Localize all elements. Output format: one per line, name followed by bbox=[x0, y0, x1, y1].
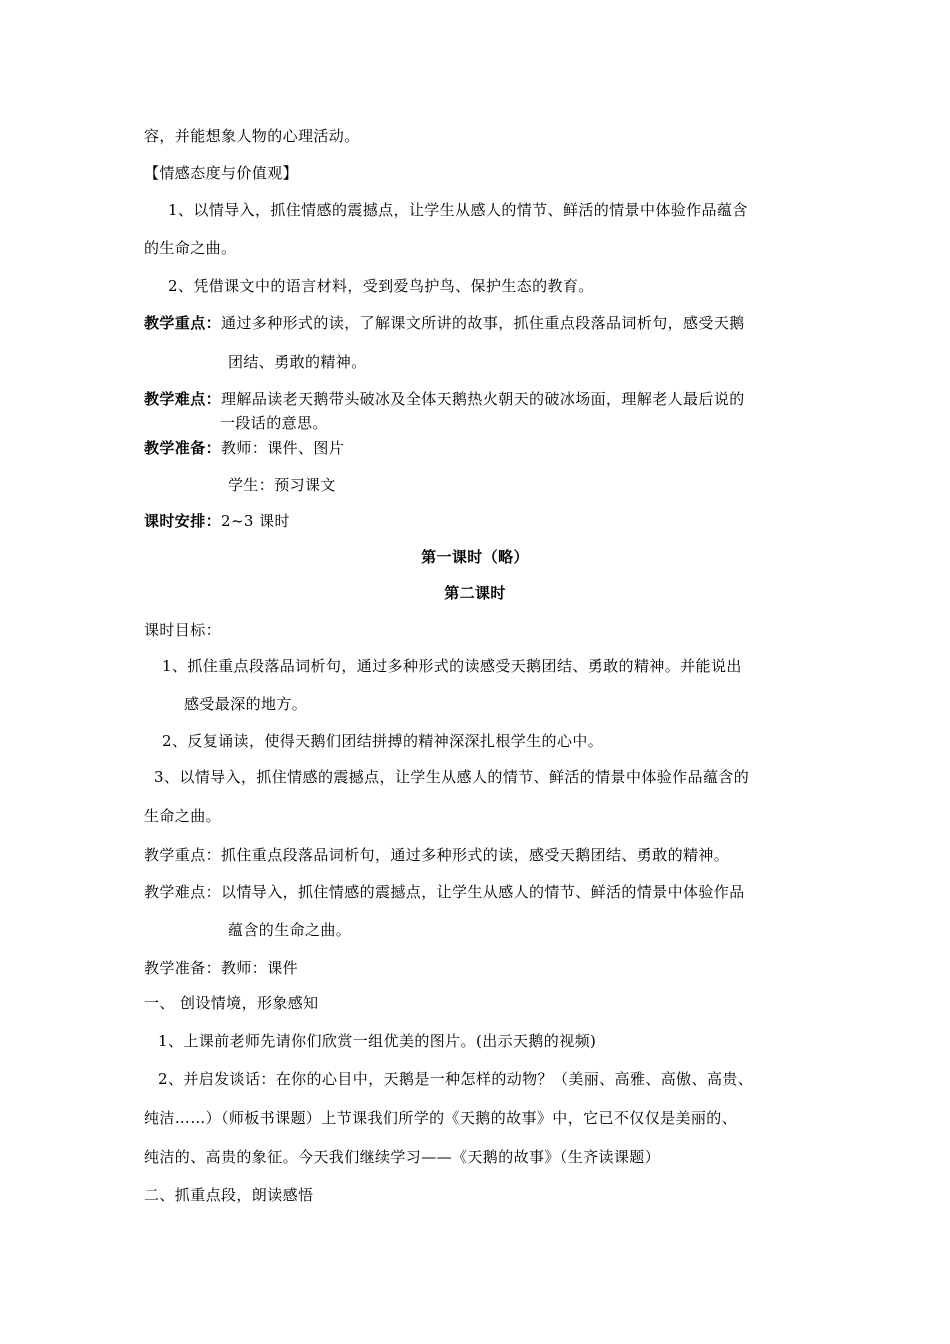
text-line: 1、抓住重点段落品词析句，通过多种形式的读感受天鹅团结、勇敢的精神。并能说出 bbox=[162, 657, 742, 675]
label-key-point: 教学重点： bbox=[144, 314, 222, 332]
key-point-text: 通过多种形式的读，了解课文所讲的故事，抓住重点段落品词析句，感受天鹅 bbox=[221, 314, 745, 332]
lesson-heading-2: 第二课时 bbox=[444, 584, 506, 602]
text-line: 2、凭借课文中的语言材料，受到爱鸟护鸟、保护生态的教育。 bbox=[168, 277, 594, 295]
text-line: 二、抓重点段，朗读感悟 bbox=[144, 1186, 314, 1204]
text-line: 2、反复诵读，使得天鹅们团结拼搏的精神深深扎根学生的心中。 bbox=[162, 732, 604, 750]
text-line: 感受最深的地方。 bbox=[184, 695, 308, 713]
label-difficulty: 教学难点： bbox=[144, 390, 222, 408]
text-line: 团结、勇敢的精神。 bbox=[228, 353, 367, 371]
text-line: 课时目标： bbox=[144, 621, 222, 639]
text-line: 2、并启发谈话：在你的心目中，天鹅是一种怎样的动物？（美丽、高雅、高傲、高贵、 bbox=[158, 1070, 754, 1088]
text-line: 的生命之曲。 bbox=[144, 239, 237, 257]
text-line: 教学重点：抓住重点段落品词析句，通过多种形式的读，感受天鹅团结、勇敢的精神。 bbox=[144, 846, 730, 864]
text-line: 纯洁……）（师板书课题）上节课我们所学的《天鹅的故事》中，它已不仅仅是美丽的、 bbox=[144, 1109, 738, 1127]
section-heading: 【情感态度与价值观】 bbox=[144, 164, 299, 182]
text-line: 容，并能想象人物的心理活动。 bbox=[144, 127, 360, 145]
difficulty-line bbox=[144, 389, 745, 409]
text-line: 1、上课前老师先请你们欣赏一组优美的图片。(出示天鹅的视频) bbox=[158, 1032, 597, 1050]
text-line: 3、以情导入，抓住情感的震撼点，让学生从感人的情节、鲜活的情景中体验作品蕴含的 bbox=[154, 768, 750, 786]
text-line: 纯洁的、高贵的象征。今天我们继续学习——《天鹅的故事》（生齐读课题） bbox=[144, 1148, 661, 1166]
schedule-line bbox=[144, 511, 290, 531]
label-preparation: 教学准备： bbox=[144, 439, 222, 457]
text-line: 一、 创设情境，形象感知 bbox=[144, 994, 319, 1012]
lesson-heading-1: 第一课时（略） bbox=[421, 548, 529, 566]
schedule-text: 2~3 课时 bbox=[221, 512, 290, 530]
preparation-text: 教师：课件、图片 bbox=[221, 439, 345, 457]
difficulty-text: 理解品读老天鹅带头破冰及全体天鹅热火朝天的破冰场面，理解老人最后说的 bbox=[221, 390, 745, 408]
preparation-line bbox=[144, 438, 344, 458]
text-line: 蕴含的生命之曲。 bbox=[228, 921, 352, 939]
text-line: 教学准备：教师：课件 bbox=[144, 959, 299, 977]
text-line: 学生：预习课文 bbox=[228, 476, 336, 494]
key-point-line bbox=[144, 313, 745, 333]
label-schedule: 课时安排： bbox=[144, 512, 222, 530]
text-line: 教学难点：以情导入，抓住情感的震撼点，让学生从感人的情节、鲜活的情景中体验作品 bbox=[144, 883, 745, 901]
text-line: 生命之曲。 bbox=[144, 807, 222, 825]
text-line: 一段话的意思。 bbox=[220, 414, 328, 432]
text-line: 1、以情导入，抓住情感的震撼点，让学生从感人的情节、鲜活的情景中体验作品蕴含 bbox=[168, 201, 748, 219]
